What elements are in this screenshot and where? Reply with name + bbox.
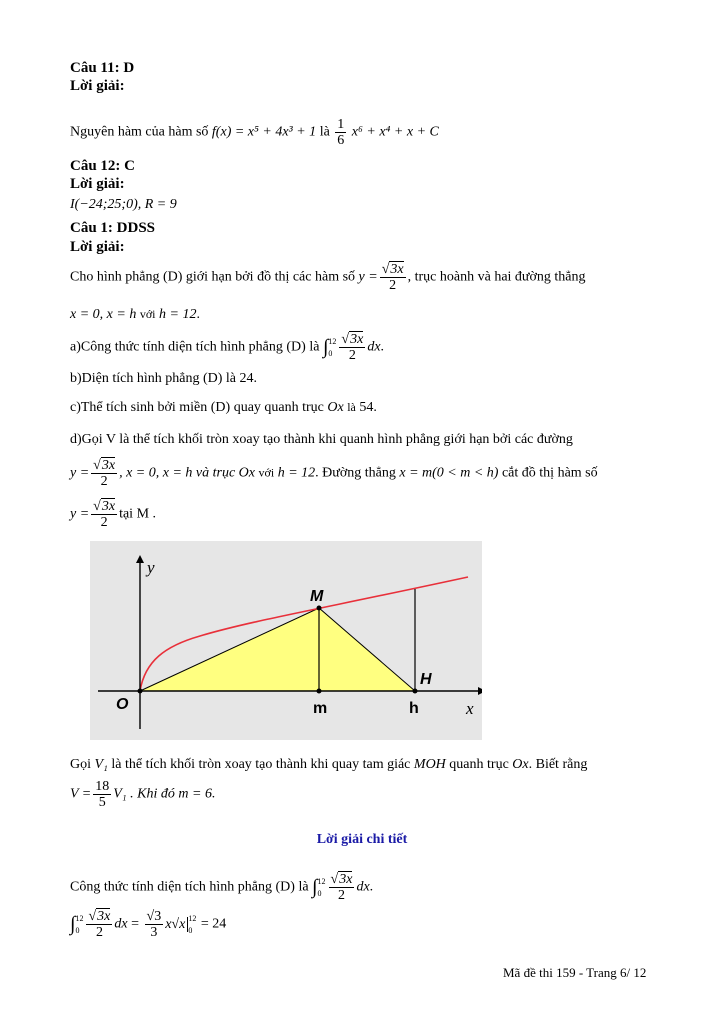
q1-solution-label: Lời giải:	[70, 239, 125, 255]
graph-figure	[90, 541, 482, 740]
q1-statement-d-line1: d)Gọi V là thể tích khối tròn xoay tạo thành khi quanh hình phẳng giới hạn bởi các đường	[70, 432, 573, 447]
q1-y-eq: y =	[358, 269, 378, 285]
q11-text-mid: là	[319, 124, 330, 140]
q1-statement-d-line2: y = $\frac{√3x}{2}$ , x = 0, x = h và trục Ox với h = 12. Đường thẳng x = m(0 < m < h) cắt đồ thị hàm số	[70, 458, 598, 489]
label-h-point: H	[420, 671, 432, 688]
q11-frac-den: 6	[337, 133, 345, 148]
q1-statement-a: a)Công thức tính diện tích hình phẳng (D) là ∫ 12 0 $\frac{√3x}{2}$ dx.	[70, 332, 385, 363]
q11-fraction	[335, 117, 346, 148]
q11-func: f(x) = x⁵ + 4x³ + 1	[211, 124, 317, 140]
detail-line1: Công thức tính diện tích hình phẳng (D) là ∫ 12 0 $\frac{√3x}{2}$ dx.	[70, 872, 374, 903]
integral-sign: ∫	[322, 336, 329, 358]
point-o	[138, 689, 143, 694]
q1-bounds	[70, 307, 200, 323]
q1-a-text: a)Công thức tính diện tích hình phẳng (D) là	[70, 339, 320, 355]
label-y: y	[147, 558, 155, 577]
page-footer: Mã đề thi 159 - Trang 6/ 12	[503, 965, 647, 980]
v-fraction: $\frac{18}{5}$	[95, 779, 110, 810]
q1-intro-frac: $\frac{√3x}{2}$	[381, 262, 404, 293]
q1-with-word: với	[139, 307, 156, 321]
triangle-moh-label: MOH	[413, 757, 446, 772]
q1-a-dx: dx	[367, 339, 381, 355]
detail-rhs-num: √3	[146, 909, 162, 924]
q12-solution-label: Lời giải:	[70, 176, 125, 192]
label-m-tick: m	[313, 700, 328, 717]
q1-period: .	[196, 307, 200, 322]
q11-frac-num: 1	[337, 117, 345, 132]
q1-bounds-eq: x = 0, x = h	[70, 307, 137, 322]
v1-line1: Gọi V₁ là thể tích khối tròn xoay tạo thành khi quay tam giác MOH quanh trục Ox. Biết rằng	[70, 757, 588, 772]
q11-statement	[70, 117, 439, 148]
q11-text-prefix: Nguyên hàm của hàm số	[70, 124, 209, 140]
label-o: O	[116, 696, 129, 713]
label-x: x	[466, 699, 474, 718]
integral-limits: 12 0	[328, 336, 337, 358]
q12-heading: Câu 12: C	[70, 158, 136, 174]
q1-statement-c: c)Thể tích sinh bởi miền (D) quay quanh trục Ox là 54.	[70, 400, 377, 415]
q11-heading: Câu 11: D	[70, 60, 135, 76]
v1-line2: V = $\frac{18}{5}$ V₁ . Khi đó m = 6.	[70, 779, 216, 810]
q1-h-eq: h = 12	[159, 307, 197, 322]
q1-a-frac: $\frac{√3x}{2}$	[341, 332, 364, 363]
label-h-tick: h	[409, 700, 419, 717]
detail-line2: ∫ 12 0 $\frac{√3x}{2}$ dx = $\frac{√3}{3}$ x√x 12 0 = 24	[70, 909, 227, 940]
q1-intro-b: , trục hoành và hai đường thẳng	[407, 269, 586, 285]
q1-c-value: 54	[359, 400, 374, 415]
q1-den: 2	[389, 278, 397, 293]
point-h	[413, 689, 418, 694]
point-m	[317, 606, 322, 611]
detail-antiderivative: x√x	[165, 917, 188, 932]
m-value: m = 6.	[178, 786, 216, 802]
q1-statement-b: b)Diện tích hình phẳng (D) là 24.	[70, 371, 258, 386]
q1-intro-a: Cho hình phẳng (D) giới hạn bởi đồ thị các hàm số	[70, 269, 356, 285]
q12-answer: I(−24;25;0), R = 9	[70, 197, 177, 212]
q11-solution-label: Lời giải:	[70, 78, 125, 94]
q1-c-axis: Ox	[327, 400, 344, 415]
q1-statement-d-line3: y = $\frac{√3x}{2}$ tại M .	[70, 499, 157, 530]
detail-title: Lời giải chi tiết	[316, 832, 408, 847]
q1-heading: Câu 1: DDSS	[70, 220, 156, 236]
q1-sqrt-arg: 3x	[390, 262, 404, 277]
point-m-foot	[317, 689, 322, 694]
q11-result: x⁶ + x⁴ + x + C	[351, 124, 439, 140]
v1-symbol: V₁	[94, 757, 108, 772]
label-m-point: M	[310, 588, 324, 605]
q1-intro	[70, 262, 586, 293]
detail-result: = 24	[200, 916, 227, 932]
